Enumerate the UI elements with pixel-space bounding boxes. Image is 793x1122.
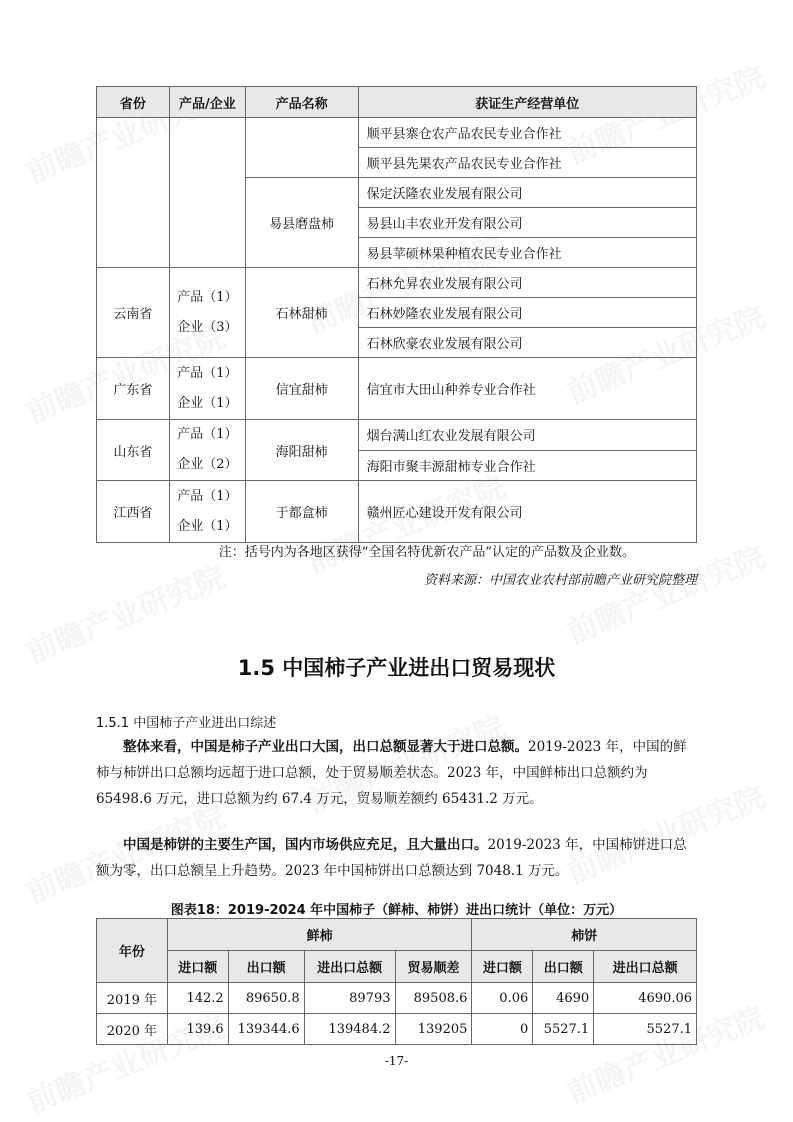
unit-cell: 保定沃隆农业发展有限公司	[358, 178, 696, 208]
value-cell: 139344.6	[228, 1014, 304, 1045]
table-row	[97, 420, 697, 451]
header-import: 进口额	[472, 951, 533, 983]
product-cell: 石林甜柿	[245, 268, 358, 358]
company-count: 企业（1）	[177, 395, 238, 411]
value-cell: 0	[472, 1014, 533, 1045]
header-certified-units: 获证生产经营单位	[358, 87, 696, 118]
province-cell: 广东省	[97, 358, 170, 420]
unit-cell: 顺平县先果农产品农民专业合作社	[358, 148, 696, 178]
province-cell: 云南省	[97, 268, 170, 358]
value-cell: 4690.06	[594, 983, 697, 1014]
company-count: 企业（2）	[177, 457, 238, 472]
paragraph-body: 2019-2023 年，中国的鲜柿与柿饼出口总额均远超于进口总额，处于贸易顺差状态。2023 年，中国鲜柿出口总额约为 65498.6 万元，进口总额为约 67.4 万元，贸易顺差额约 65431.2 万元。	[96, 739, 687, 807]
unit-cell: 石林允昇农业发展有限公司	[358, 268, 696, 298]
header-province: 省份	[97, 87, 170, 118]
product-count: 产品（1）	[177, 427, 238, 442]
subsection-title: 1.5.1 中国柿子产业进出口综述	[96, 716, 277, 731]
paragraph-body: 2019-2023 年，中国柿饼进口总额为零，出口总额呈上升趋势。2023 年中国柿饼出口总额达到 7048.1 万元。	[96, 837, 687, 879]
unit-cell: 烟台满山红农业发展有限公司	[358, 420, 696, 451]
value-cell: 139.6	[167, 1014, 228, 1045]
header-fresh-persimmon: 鲜柿	[167, 919, 472, 951]
header-import: 进口额	[167, 951, 228, 983]
unit-cell: 石林妙隆农业发展有限公司	[358, 298, 696, 328]
unit-cell: 顺平县寨仓农产品农民专业合作社	[358, 118, 696, 148]
value-cell: 4690	[533, 983, 594, 1014]
province-cell: 江西省	[97, 481, 170, 543]
table-note: 注：括号内为各地区获得“全国名特优新农产品”认定的产品数及企业数。	[218, 545, 635, 560]
count-cell	[169, 420, 245, 481]
province-cell	[97, 118, 170, 268]
product-cell: 于都盒柿	[245, 481, 358, 543]
value-cell: 89508.6	[395, 983, 472, 1014]
header-export: 出口额	[533, 951, 594, 983]
table-row	[97, 118, 697, 148]
product-cell: 海阳甜柿	[245, 420, 358, 481]
product-cell: 易县磨盘柿	[245, 178, 358, 268]
trade-table	[96, 918, 697, 1045]
table-row	[97, 358, 697, 420]
value-cell: 139205	[395, 1014, 472, 1045]
table-row	[97, 481, 697, 543]
unit-cell: 石林欣豪农业发展有限公司	[358, 328, 696, 358]
company-count: 企业（1）	[177, 518, 238, 534]
page-number: -17-	[384, 1054, 409, 1068]
value-cell: 142.2	[167, 983, 228, 1014]
unit-cell: 赣州匠心建设开发有限公司	[358, 481, 696, 543]
header-export: 出口额	[228, 951, 304, 983]
value-cell: 89793	[304, 983, 395, 1014]
unit-cell: 易县苹硕林果种植农民专业合作社	[358, 238, 696, 268]
product-count: 产品（1）	[177, 365, 238, 381]
table-subheader-row	[97, 951, 697, 983]
section-title: 1.5 中国柿子产业进出口贸易现状	[237, 656, 556, 680]
header-total: 进出口总额	[304, 951, 395, 983]
paragraph-lead: 整体来看，中国是柿子产业出口大国，出口总额显著大于进口总额。	[123, 739, 528, 755]
table-caption: 图表18：2019-2024 年中国柿子（鲜柿、柿饼）进出口统计（单位：万元）	[170, 903, 623, 918]
unit-cell: 易县山丰农业开发有限公司	[358, 208, 696, 238]
year-cell: 2019 年	[97, 983, 168, 1014]
table-row	[97, 983, 697, 1014]
product-cell	[245, 118, 358, 178]
unit-cell: 海阳市聚丰源甜柿专业合作社	[358, 450, 696, 481]
value-cell: 0.06	[472, 983, 533, 1014]
header-dried-persimmon: 柿饼	[472, 919, 697, 951]
year-cell: 2020 年	[97, 1014, 168, 1045]
paragraph-lead: 中国是柿饼的主要生产国，国内市场供应充足，且大量出口。	[123, 837, 488, 853]
header-total: 进出口总额	[594, 951, 697, 983]
company-count: 企业（3）	[177, 319, 238, 335]
province-cell: 山东省	[97, 420, 170, 481]
product-count: 产品（1）	[177, 289, 238, 305]
paragraph	[96, 734, 697, 812]
count-cell	[169, 358, 245, 420]
count-cell	[169, 268, 245, 358]
product-cell: 信宜甜柿	[245, 358, 358, 420]
header-surplus: 贸易顺差	[395, 951, 472, 983]
product-count: 产品（1）	[177, 488, 238, 504]
certification-table	[96, 86, 697, 543]
count-cell	[169, 481, 245, 543]
table-row	[97, 268, 697, 298]
data-source: 资料来源：中国农业农村部前瞻产业研究院整理	[423, 573, 697, 588]
header-product-name: 产品名称	[245, 87, 358, 118]
table-row	[97, 1014, 697, 1045]
header-year: 年份	[97, 919, 168, 983]
value-cell: 5527.1	[594, 1014, 697, 1045]
count-cell	[169, 118, 245, 268]
header-product-company: 产品/企业	[169, 87, 245, 118]
unit-cell: 信宜市大田山种养专业合作社	[358, 358, 696, 420]
value-cell: 89650.8	[228, 983, 304, 1014]
table-header-row	[97, 919, 697, 951]
value-cell: 139484.2	[304, 1014, 395, 1045]
table-header-row	[97, 87, 697, 118]
value-cell: 5527.1	[533, 1014, 594, 1045]
paragraph	[96, 832, 697, 884]
